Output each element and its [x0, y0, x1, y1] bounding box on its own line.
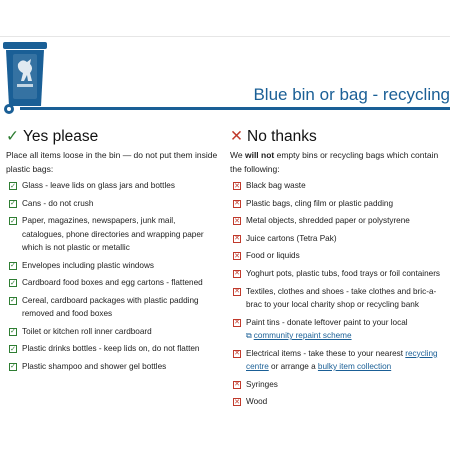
no-thanks-intro: We will not empty bins or recycling bags which contain the following: — [230, 150, 439, 174]
yes-please-heading — [6, 128, 218, 146]
external-link-icon: ⧉ — [246, 330, 252, 340]
list-item: ✓ Plastic drinks bottles - keep lids on, do not flatten — [10, 344, 200, 354]
list-item: ✓ Glass - leave lids on glass jars and bottles — [10, 181, 175, 190]
list-item: ✕ Juice cartons (Tetra Pak) — [234, 233, 337, 243]
tick-box-icon: ✓ — [10, 279, 16, 287]
yes-please-intro: Place all items loose in the bin — do not put them inside plastic bags: — [6, 150, 218, 174]
yes-please-list — [6, 179, 218, 373]
list-item: ✕ Black bag waste — [234, 181, 306, 190]
list-item-electrical: ✕ Electrical items - take these to your nearest recycling centre or arrange a bulky item collection — [234, 348, 438, 371]
tick-box-icon: ✓ — [10, 200, 16, 208]
no-thanks-heading-text: No thanks — [247, 128, 317, 145]
list-item: ✓ Envelopes including plastic windows — [10, 260, 154, 270]
tick-box-icon: ✓ — [10, 297, 16, 305]
bulky-item-collection-link[interactable]: bulky item collection — [317, 361, 392, 371]
yes-please-section — [6, 128, 218, 378]
cross-box-icon: ✕ — [234, 398, 240, 406]
no-thanks-heading — [230, 128, 445, 146]
recycling-centre-link[interactable]: recycling centre — [246, 348, 438, 371]
tick-icon: ✓ — [6, 128, 19, 145]
cross-box-icon: ✕ — [234, 319, 240, 327]
cross-icon: ✕ — [230, 128, 243, 145]
tick-box-icon: ✓ — [10, 217, 16, 225]
tick-box-icon: ✓ — [10, 182, 16, 190]
cross-box-icon: ✕ — [234, 252, 240, 260]
list-item: ✕ Plastic bags, cling film or plastic padding — [234, 198, 393, 208]
cross-box-icon: ✕ — [234, 288, 240, 296]
page-title: Blue bin or bag - recycling — [253, 85, 450, 104]
list-item: ✓ Cans - do not crush — [10, 198, 94, 208]
list-item: ✕ Wood — [234, 397, 268, 407]
cross-box-icon: ✕ — [234, 182, 240, 190]
list-item-paint-tins: ✕ Paint tins - donate leftover paint to your local ⧉ community repaint scheme — [234, 317, 408, 340]
list-item: ✕ Yoghurt pots, plastic tubs, food trays or foil containers — [234, 268, 441, 278]
list-item: ✕ Metal objects, shredded paper or polystyrene — [234, 216, 410, 226]
no-thanks-section — [230, 128, 445, 413]
community-repaint-scheme-link[interactable]: community repaint scheme — [253, 330, 352, 340]
list-item: ✕ Food or liquids — [234, 251, 300, 261]
list-item: ✕ Syringes — [234, 379, 278, 389]
cross-box-icon: ✕ — [234, 381, 240, 389]
cross-box-icon: ✕ — [234, 235, 240, 243]
cross-box-icon: ✕ — [234, 217, 240, 225]
page-header — [0, 0, 450, 118]
tick-box-icon: ✓ — [10, 345, 16, 353]
cross-box-icon: ✕ — [234, 200, 240, 208]
no-thanks-list — [230, 179, 445, 409]
tick-box-icon: ✓ — [10, 262, 16, 270]
header-rule — [20, 107, 450, 110]
list-item: ✓ Toilet or kitchen roll inner cardboard — [10, 326, 152, 336]
cross-box-icon: ✕ — [234, 350, 240, 358]
list-item: ✓ Paper, magazines, newspapers, junk mail, catalogues, phone directories and wrapping paper which is not plastic or metallic — [10, 216, 204, 252]
list-item: ✕ Textiles, clothes and shoes - take clothes and bric-a-brac to your local charity shop or recycling bank — [234, 286, 437, 309]
tick-box-icon: ✓ — [10, 328, 16, 336]
yes-please-heading-text: Yes please — [23, 128, 99, 145]
list-item: ✓ Cardboard food boxes and egg cartons - flattened — [10, 278, 203, 288]
cross-box-icon: ✕ — [234, 270, 240, 278]
list-item: ✓ Cereal, cardboard packages with plastic padding removed and food boxes — [10, 295, 199, 319]
list-item: ✓ Plastic shampoo and shower gel bottles — [10, 361, 167, 371]
tick-box-icon: ✓ — [10, 363, 16, 371]
